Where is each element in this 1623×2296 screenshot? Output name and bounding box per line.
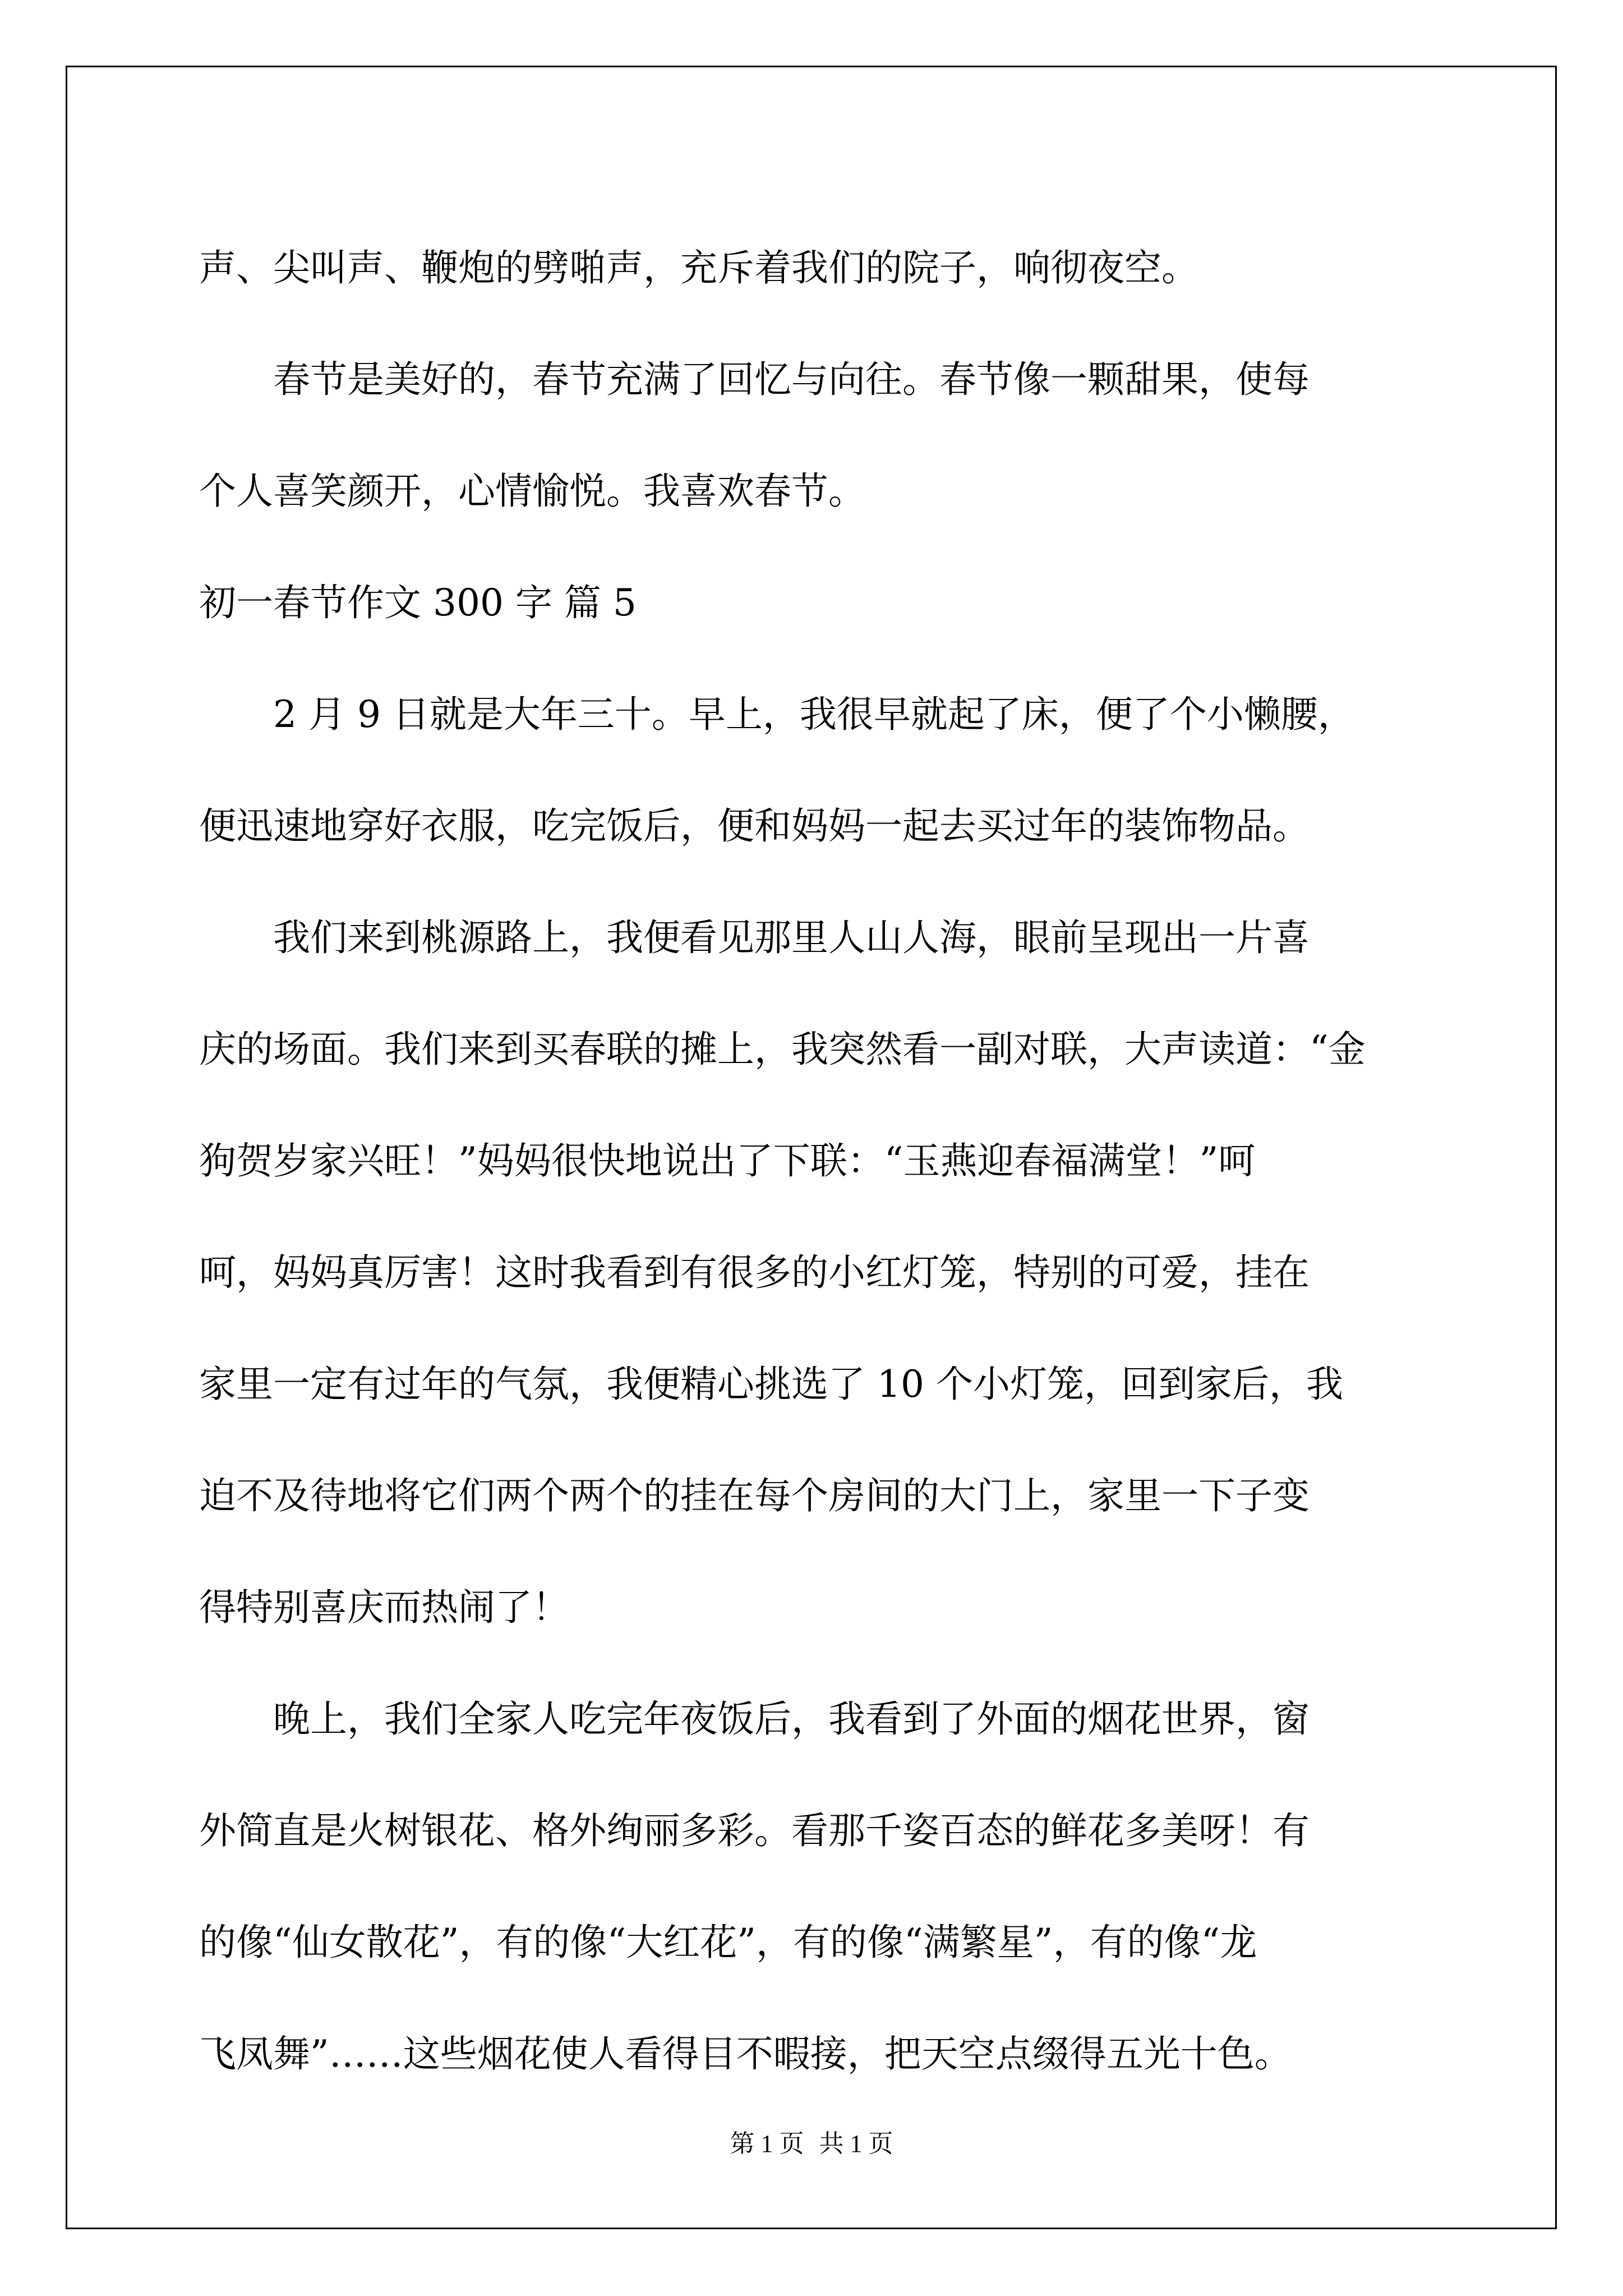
text-line: 狗贺岁家兴旺！”妈妈很快地说出了下联：“玉燕迎春福满堂！”呵 — [199, 1139, 1256, 1182]
text-line: 呵，妈妈真厉害！这时我看到有很多的小红灯笼，特别的可爱，挂在 — [199, 1251, 1310, 1294]
text-line: 晚上，我们全家人吃完年夜饭后，我看到了外面的烟花世界，窗 — [273, 1697, 1310, 1741]
page-number-total: 共 1 页 — [819, 2130, 893, 2157]
text-line: 庆的场面。我们来到买春联的摊上，我突然看一副对联，大声读道：“金 — [199, 1028, 1366, 1071]
text-line: 2 月 9 日就是大年三十。早上，我很早就起了床，便了个小懒腰， — [273, 693, 1355, 736]
text-line: 外简直是火树银花、格外绚丽多彩。看那千姿百态的鲜花多美呀！有 — [199, 1809, 1310, 1852]
page-number-current: 第 1 页 — [730, 2130, 804, 2157]
text-line: 家里一定有过年的气氛，我便精心挑选了 10 个小灯笼，回到家后，我 — [199, 1363, 1343, 1406]
text-line: 春节是美好的，春节充满了回忆与向往。春节像一颗甜果，使每 — [273, 358, 1310, 401]
text-line: 的像“仙女散花”，有的像“大红花”，有的像“满繁星”，有的像“龙 — [199, 1921, 1257, 1964]
text-line: 迫不及待地将它们两个两个的挂在每个房间的大门上，家里一下子变 — [199, 1474, 1310, 1517]
section-heading: 初一春节作文 300 字 篇 5 — [199, 581, 637, 624]
text-line: 飞凤舞”……这些烟花使人看得目不暇接，把天空点缀得五光十色。 — [199, 2032, 1292, 2076]
page-footer — [0, 2123, 1623, 2159]
document-body — [199, 209, 1438, 2106]
text-line: 得特别喜庆而热闹了！ — [199, 1586, 569, 1629]
text-line: 我们来到桃源路上，我便看见那里人山人海，眼前呈现出一片喜 — [273, 916, 1310, 959]
text-line: 声、尖叫声、鞭炮的劈啪声，充斥着我们的院子，响彻夜空。 — [199, 246, 1198, 289]
text-line: 个人喜笑颜开，心情愉悦。我喜欢春节。 — [199, 470, 865, 513]
text-line: 便迅速地穿好衣服，吃完饭后，便和妈妈一起去买过年的装饰物品。 — [199, 804, 1310, 848]
